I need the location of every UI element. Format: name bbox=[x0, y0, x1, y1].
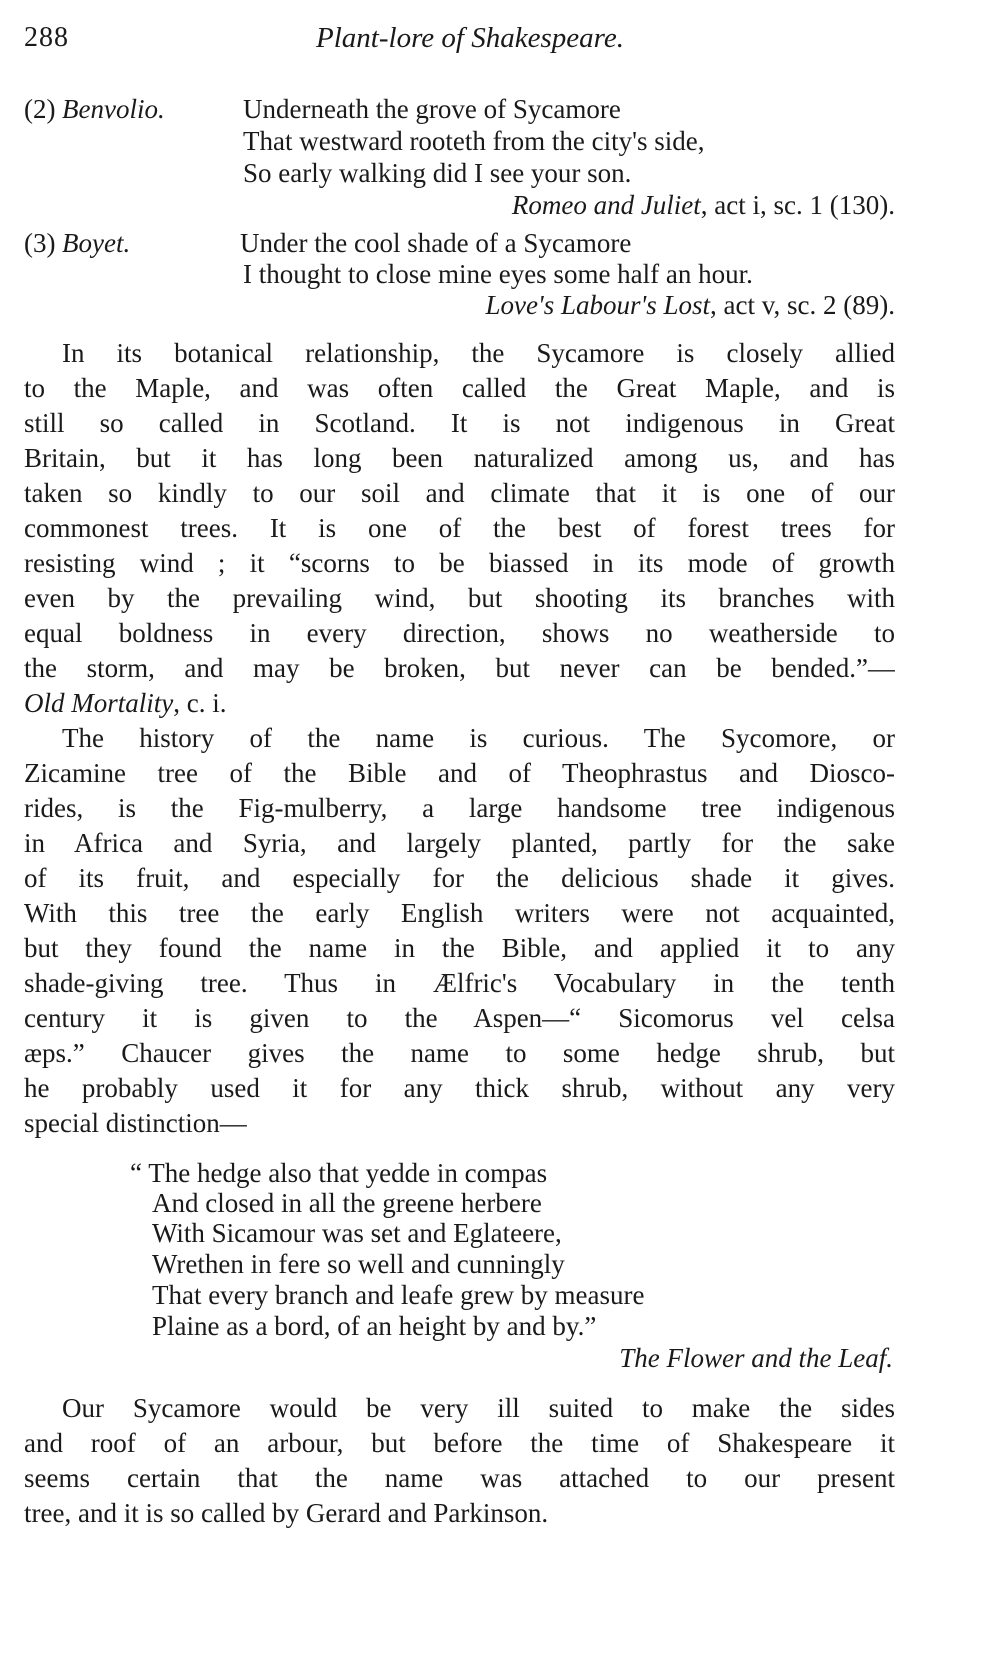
paragraph-line: Zicamine tree of the Bible and of Theophrastus and Diosco- bbox=[24, 758, 895, 788]
quote-citation bbox=[0, 188, 895, 222]
paragraph-line: In its botanical relationship, the Sycamore is closely allied bbox=[62, 338, 895, 368]
verse-line: Underneath the grove of Sycamore bbox=[243, 94, 621, 124]
paragraph-line: The history of the name is curious. The Sycomore, or bbox=[62, 723, 895, 753]
paragraph-line: but they found the name in the Bible, and applied it to any bbox=[24, 933, 895, 963]
poem-line: “ The hedge also that yedde in compas bbox=[130, 1158, 548, 1188]
paragraph-line: Britain, but it has long been naturalized among us, and has bbox=[24, 443, 895, 473]
quote-citation bbox=[0, 288, 895, 322]
paragraph-line: With this tree the early English writers were not acquainted, bbox=[24, 898, 895, 928]
text-run: , act i, sc. 1 (130). bbox=[700, 190, 895, 220]
verse-line: I thought to close mine eyes some half an hour. bbox=[243, 259, 753, 289]
text-run: , act v, sc. 2 (89). bbox=[710, 290, 895, 320]
paragraph-line: equal boldness in every direction, shows no weatherside to bbox=[24, 618, 895, 648]
poem-line: With Sicamour was set and Eglateere, bbox=[152, 1218, 562, 1248]
paragraph-line: shade-giving tree. Thus in Ælfric's Vocabulary in the tenth bbox=[24, 968, 895, 998]
paragraph-line: century it is given to the Aspen—“ Sicomorus vel celsa bbox=[24, 1003, 895, 1033]
quote-speaker bbox=[62, 226, 130, 260]
paragraph-line: in Africa and Syria, and largely planted, partly for the sake bbox=[24, 828, 895, 858]
paragraph-line: Our Sycamore would be very ill suited to make the sides bbox=[62, 1393, 895, 1423]
poem-citation bbox=[0, 1341, 893, 1375]
italic-title: The Flower and the Leaf. bbox=[619, 1343, 893, 1373]
poem-line: Wrethen in fere so well and cunningly bbox=[152, 1249, 565, 1279]
quote-speaker bbox=[62, 92, 165, 126]
poem-line: That every branch and leafe grew by measure bbox=[152, 1280, 645, 1310]
quote-number: (3) bbox=[24, 228, 56, 258]
paragraph-line: seems certain that the name was attached to our present bbox=[24, 1463, 895, 1493]
paragraph-line: taken so kindly to our soil and climate that it is one of our bbox=[24, 478, 895, 508]
paragraph-line: tree, and it is so called by Gerard and Parkinson. bbox=[24, 1498, 549, 1528]
text-run: , c. i. bbox=[173, 688, 227, 718]
paragraph-line: æps.” Chaucer gives the name to some hedge shrub, but bbox=[24, 1038, 895, 1068]
italic-title: Romeo and Juliet bbox=[511, 190, 701, 220]
italic-title: Benvolio. bbox=[62, 94, 165, 124]
page-number: 288 bbox=[24, 22, 69, 53]
paragraph-line: commonest trees. It is one of the best of forest trees for bbox=[24, 513, 895, 543]
paragraph-line: rides, is the Fig-mulberry, a large handsome tree indigenous bbox=[24, 793, 895, 823]
paragraph-line: he probably used it for any thick shrub, without any very bbox=[24, 1073, 895, 1103]
paragraph-line: and roof of an arbour, but before the time of Shakespeare it bbox=[24, 1428, 895, 1458]
paragraph-line: still so called in Scotland. It is not indigenous in Great bbox=[24, 408, 895, 438]
quote-number: (2) bbox=[24, 94, 56, 124]
verse-line: That westward rooteth from the city's side, bbox=[243, 126, 705, 156]
verse-line: So early walking did I see your son. bbox=[243, 158, 632, 188]
italic-title: Old Mortality bbox=[24, 688, 174, 718]
paragraph-line: of its fruit, and especially for the delicious shade it gives. bbox=[24, 863, 895, 893]
poem-line: Plaine as a bord, of an height by and by.” bbox=[152, 1311, 597, 1341]
verse-line: Under the cool shade of a Sycamore bbox=[240, 228, 632, 258]
paragraph-line: special distinction— bbox=[24, 1108, 247, 1138]
paragraph-line: to the Maple, and was often called the Great Maple, and is bbox=[24, 373, 895, 403]
poem-line: And closed in all the greene herbere bbox=[152, 1188, 542, 1218]
italic-title: Love's Labour's Lost bbox=[485, 290, 711, 320]
paragraph-line bbox=[24, 686, 227, 720]
paragraph-line: even by the prevailing wind, but shooting its branches with bbox=[24, 583, 895, 613]
paragraph-line: the storm, and may be broken, but never can be bended.”— bbox=[24, 653, 895, 683]
italic-title: Boyet. bbox=[62, 228, 131, 258]
running-title: Plant-lore of Shakespeare. bbox=[316, 22, 624, 54]
paragraph-line: resisting wind ; it “scorns to be biassed in its mode of growth bbox=[24, 548, 895, 578]
